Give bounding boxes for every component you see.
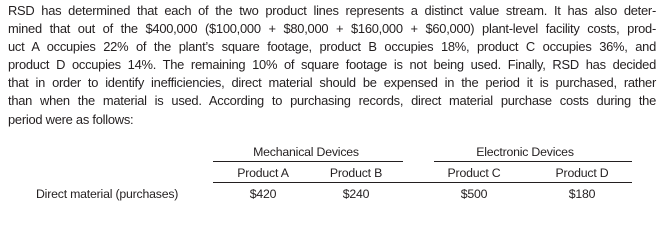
row-label-direct-material: Direct material (purchases) (36, 187, 179, 201)
group-header-electronic: Electronic Devices (476, 145, 574, 159)
paragraph-line: that in order to identify inefficiencies, direct material should be expensed in the period it is purchased, rather (8, 75, 656, 91)
paragraph-line: RSD has determined that each of the two product lines represents a distinct value stream. It has also deter- (8, 3, 656, 18)
problem-paragraph (8, 2, 656, 129)
direct-material-table (0, 142, 662, 217)
paragraph-line: mined that out of the $400,000 ($100,000 + $80,000 + $160,000 + $60,000) plant-level facility costs, prod- (8, 21, 656, 37)
header-rule (213, 182, 632, 183)
value-product-c: $500 (460, 187, 488, 201)
value-product-b: $240 (342, 187, 370, 201)
paragraph-line: uct A occupies 22% of the plant’s square footage, product B occupies 18%, product C occupies 36%, and (8, 39, 656, 55)
column-header-product-b: Product B (329, 166, 383, 180)
value-product-a: $420 (249, 187, 277, 201)
column-header-product-d: Product D (555, 166, 609, 180)
group-rule-mechanical (213, 161, 403, 162)
paragraph-line: than when the material is used. According to purchasing records, direct material purchase costs during the (8, 93, 656, 109)
group-rule-electronic (434, 161, 632, 162)
column-header-product-a: Product A (237, 166, 289, 180)
group-header-mechanical: Mechanical Devices (253, 145, 359, 159)
column-header-product-c: Product C (447, 166, 501, 180)
paragraph-line: product D occupies 14%. The remaining 10% of square footage is not being used. Finally, RSD has decided (8, 57, 656, 73)
value-product-d: $180 (568, 187, 596, 201)
paragraph-line: period were as follows: (8, 111, 134, 127)
